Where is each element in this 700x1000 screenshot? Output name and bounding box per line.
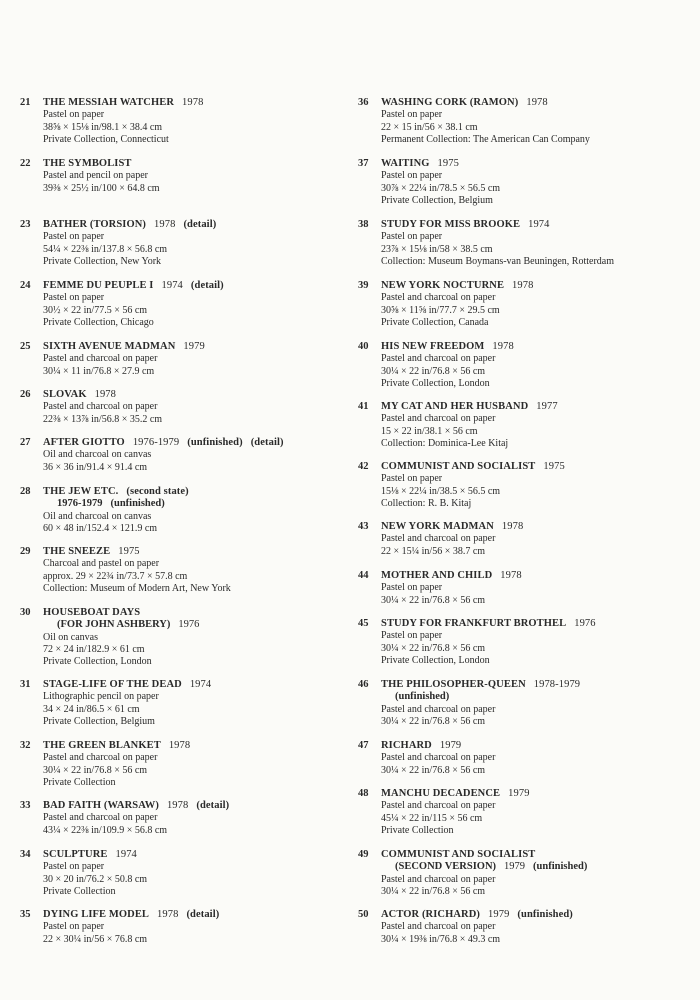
catalogue-entry-26 bbox=[20, 389, 342, 426]
entry-year: 1977 bbox=[536, 401, 558, 412]
entry-title: SLOVAK bbox=[43, 389, 87, 400]
catalogue-entry-34 bbox=[20, 849, 342, 898]
entry-title: NEW YORK MADMAN bbox=[381, 521, 494, 532]
entry-year: 1975 bbox=[437, 158, 459, 169]
entry-dimensions: 43¼ × 22⅜ in/109.9 × 56.8 cm bbox=[43, 824, 168, 836]
entry-dimensions: 22 × 15 in/56 × 38.1 cm bbox=[381, 121, 478, 133]
entry-title: STAGE-LIFE OF THE DEAD bbox=[43, 679, 182, 690]
entry-collection: Private Collection, London bbox=[43, 656, 152, 668]
entry-year: 1978 bbox=[501, 521, 524, 532]
catalogue-entry-33 bbox=[20, 800, 342, 837]
entry-dimensions: 36 × 36 in/91.4 × 91.4 cm bbox=[43, 461, 148, 473]
entry-title: ACTOR (RICHARD) bbox=[381, 909, 481, 920]
entry-collection: Collection: R. B. Kitaj bbox=[381, 497, 472, 509]
entry-year: 1978-1979 bbox=[533, 679, 581, 690]
entry-title: THE PHILOSOPHER-QUEEN bbox=[381, 679, 526, 690]
entry-number: 34 bbox=[20, 849, 31, 860]
entry-year: 1979 bbox=[504, 861, 526, 873]
entry-note: (detail) bbox=[183, 219, 217, 230]
entry-number: 48 bbox=[358, 788, 369, 799]
entry-collection: Private Collection, London bbox=[381, 377, 490, 389]
entry-title: THE GREEN BLANKET bbox=[43, 740, 161, 751]
entry-dimensions: 39⅜ × 25½ in/100 × 64.8 cm bbox=[43, 182, 160, 194]
catalogue-entry-38 bbox=[358, 219, 684, 268]
entry-medium: Charcoal and pastel on paper bbox=[43, 558, 160, 570]
entry-medium: Pastel and charcoal on paper bbox=[381, 353, 496, 365]
entry-year: 1978 bbox=[182, 97, 204, 108]
entry-number: 26 bbox=[20, 389, 31, 400]
entry-dimensions: 30¼ × 11 in/76.8 × 27.9 cm bbox=[43, 365, 155, 377]
entry-collection: Private Collection, Canada bbox=[381, 316, 489, 328]
entry-title: HIS NEW FREEDOM bbox=[381, 341, 485, 352]
entry-medium: Pastel and charcoal on paper bbox=[381, 800, 496, 812]
entry-year: 1978 bbox=[168, 740, 191, 751]
entry-year: 1974 bbox=[161, 280, 183, 291]
entry-year: 1974 bbox=[189, 679, 212, 690]
entry-number: 43 bbox=[358, 521, 369, 532]
entry-medium: Pastel on paper bbox=[381, 582, 443, 594]
entry-dimensions: 34 × 24 in/86.5 × 61 cm bbox=[43, 703, 140, 715]
entry-number: 38 bbox=[358, 219, 369, 230]
entry-number: 21 bbox=[20, 97, 31, 108]
entry-medium: Pastel and charcoal on paper bbox=[381, 921, 496, 933]
entry-medium: Pastel on paper bbox=[43, 292, 105, 304]
catalogue-entry-35 bbox=[20, 909, 342, 946]
entry-number: 23 bbox=[20, 219, 31, 230]
catalogue-entry-45 bbox=[358, 618, 684, 667]
entry-dimensions: 30 × 20 in/76.2 × 50.8 cm bbox=[43, 873, 148, 885]
entry-title: COMMUNIST AND SOCIALIST bbox=[381, 849, 536, 860]
entry-dimensions: 38⅝ × 15⅛ in/98.1 × 38.4 cm bbox=[43, 121, 163, 133]
catalogue-entry-46 bbox=[358, 679, 684, 728]
entry-number: 24 bbox=[20, 280, 31, 291]
entry-note: (second state) bbox=[126, 486, 189, 497]
catalogue-entry-48 bbox=[358, 788, 684, 837]
entry-note: (unfinished) bbox=[110, 498, 165, 510]
entry-title: MOTHER AND CHILD bbox=[381, 570, 493, 581]
entry-dimensions: 30¼ × 22 in/76.8 × 56 cm bbox=[381, 764, 486, 776]
catalogue-entry-30 bbox=[20, 607, 342, 668]
entry-medium: Pastel and pencil on paper bbox=[43, 170, 148, 182]
entry-dimensions: 60 × 48 in/152.4 × 121.9 cm bbox=[43, 522, 158, 534]
entry-medium: Pastel and charcoal on paper bbox=[381, 533, 496, 545]
entry-medium: Pastel on paper bbox=[43, 921, 105, 933]
entry-title-continued: (SECOND VERSION) bbox=[395, 861, 497, 873]
entry-collection: Permanent Collection: The American Can Company bbox=[381, 133, 590, 145]
entry-collection: Private Collection bbox=[43, 776, 116, 788]
entry-medium: Pastel and charcoal on paper bbox=[381, 873, 496, 885]
entry-year: 1978 bbox=[157, 909, 179, 920]
entry-year: 1974 bbox=[115, 849, 137, 860]
entry-year: 1978 bbox=[512, 280, 534, 291]
entry-medium: Pastel and charcoal on paper bbox=[43, 353, 158, 365]
entry-number: 31 bbox=[20, 679, 31, 690]
entry-note: (detail) bbox=[186, 909, 220, 920]
entry-medium: Pastel and charcoal on paper bbox=[43, 812, 158, 824]
catalogue-entry-49 bbox=[358, 849, 684, 898]
entry-medium: Pastel and charcoal on paper bbox=[43, 401, 158, 413]
catalogue-entry-32 bbox=[20, 740, 342, 789]
entry-title-continued: (unfinished) bbox=[395, 691, 450, 703]
entry-dimensions: 22 × 15¼ in/56 × 38.7 cm bbox=[381, 545, 486, 557]
entry-year: 1979 bbox=[488, 909, 510, 920]
entry-medium: Oil and charcoal on canvas bbox=[43, 449, 152, 461]
entry-note: (detail) bbox=[190, 280, 224, 291]
entry-collection: Private Collection, Belgium bbox=[43, 715, 155, 727]
entry-number: 33 bbox=[20, 800, 31, 811]
entry-number: 42 bbox=[358, 461, 369, 472]
entry-title: RICHARD bbox=[381, 740, 432, 751]
entry-title: THE MESSIAH WATCHER bbox=[43, 97, 175, 108]
catalogue-entry-28 bbox=[20, 486, 342, 535]
entry-note-secondary: (detail) bbox=[250, 437, 284, 448]
catalogue-entry-44 bbox=[358, 570, 684, 607]
entry-year: 1976 bbox=[178, 619, 200, 631]
entry-dimensions: 30½ × 22 in/77.5 × 56 cm bbox=[43, 304, 148, 316]
entry-collection: Private Collection bbox=[43, 885, 116, 897]
catalogue-entry-41 bbox=[358, 401, 684, 450]
entry-medium: Pastel and charcoal on paper bbox=[43, 752, 158, 764]
entry-dimensions: 23⅞ × 15⅛ in/58 × 38.5 cm bbox=[381, 243, 493, 255]
entry-note: (unfinished) bbox=[517, 909, 573, 920]
entry-dimensions: 15⅛ × 22¼ in/38.5 × 56.5 cm bbox=[381, 485, 501, 497]
entry-title: BATHER (TORSION) bbox=[43, 219, 147, 230]
catalogue-entry-36 bbox=[358, 97, 684, 146]
catalogue-entry-25 bbox=[20, 341, 342, 378]
entry-medium: Pastel on paper bbox=[381, 231, 443, 243]
entry-dimensions: 30¼ × 22 in/76.8 × 56 cm bbox=[381, 715, 486, 727]
entry-medium: Pastel on paper bbox=[381, 170, 443, 182]
entry-title: THE JEW ETC. bbox=[43, 486, 119, 497]
entry-title: MANCHU DECADENCE bbox=[381, 788, 501, 799]
entry-title: SCULPTURE bbox=[43, 849, 108, 860]
entry-medium: Pastel on paper bbox=[43, 861, 105, 873]
entry-medium: Pastel on paper bbox=[43, 231, 105, 243]
catalogue-entry-22 bbox=[20, 158, 342, 195]
entry-medium: Oil on canvas bbox=[43, 631, 98, 643]
catalogue-entry-42 bbox=[358, 461, 684, 510]
entry-medium: Oil and charcoal on canvas bbox=[43, 510, 152, 522]
entry-dimensions: 30¼ × 22 in/76.8 × 56 cm bbox=[381, 642, 486, 654]
entry-year: 1978 bbox=[154, 219, 176, 230]
entry-dimensions: 45¼ × 22 in/115 × 56 cm bbox=[381, 812, 483, 824]
entry-note: (unfinished) bbox=[533, 861, 588, 873]
entry-number: 49 bbox=[358, 849, 369, 860]
entry-number: 39 bbox=[358, 280, 369, 291]
entry-collection: Private Collection, Chicago bbox=[43, 316, 154, 328]
entry-medium: Pastel and charcoal on paper bbox=[381, 413, 496, 425]
entry-dimensions: 54¼ × 22⅜ in/137.8 × 56.8 cm bbox=[43, 243, 168, 255]
entry-title: STUDY FOR MISS BROOKE bbox=[381, 219, 521, 230]
entry-dimensions: 72 × 24 in/182.9 × 61 cm bbox=[43, 643, 145, 655]
entry-year: 1978 bbox=[500, 570, 522, 581]
entry-medium: Pastel on paper bbox=[381, 109, 443, 121]
catalogue-entry-31 bbox=[20, 679, 342, 728]
entry-number: 46 bbox=[358, 679, 369, 690]
entry-number: 29 bbox=[20, 546, 31, 557]
entry-dimensions: 22 × 30¼ in/56 × 76.8 cm bbox=[43, 933, 148, 945]
entry-collection: Collection: Dominica-Lee Kitaj bbox=[381, 437, 509, 449]
entry-title: COMMUNIST AND SOCIALIST bbox=[381, 461, 536, 472]
entry-year: 1978 bbox=[94, 389, 116, 400]
catalogue-entry-40 bbox=[358, 341, 684, 390]
entry-note: (unfinished) bbox=[187, 437, 243, 448]
catalogue-entry-43 bbox=[358, 521, 684, 558]
entry-number: 27 bbox=[20, 437, 31, 448]
entry-number: 30 bbox=[20, 607, 31, 618]
entry-collection: Private Collection, Belgium bbox=[381, 194, 493, 206]
entry-collection: Private Collection, Connecticut bbox=[43, 133, 169, 145]
entry-dimensions: 30¼ × 22 in/76.8 × 56 cm bbox=[381, 594, 486, 606]
catalogue-entry-47 bbox=[358, 740, 684, 777]
entry-dimensions: 30⅞ × 22¼ in/78.5 × 56.5 cm bbox=[381, 182, 501, 194]
entry-collection: Private Collection bbox=[381, 824, 454, 836]
entry-number: 25 bbox=[20, 341, 31, 352]
entry-dimensions: 30¼ × 22 in/76.8 × 56 cm bbox=[43, 764, 148, 776]
entry-number: 44 bbox=[358, 570, 369, 581]
entry-number: 32 bbox=[20, 740, 31, 751]
entry-title: FEMME DU PEUPLE I bbox=[43, 280, 154, 291]
entry-collection: Private Collection, New York bbox=[43, 255, 162, 267]
entry-number: 28 bbox=[20, 486, 31, 497]
entry-number: 22 bbox=[20, 158, 31, 169]
entry-number: 50 bbox=[358, 909, 369, 920]
entry-number: 36 bbox=[358, 97, 369, 108]
entry-number: 47 bbox=[358, 740, 369, 751]
entry-year: 1978 bbox=[526, 97, 548, 108]
entry-dimensions: 30¼ × 22 in/76.8 × 56 cm bbox=[381, 365, 486, 377]
catalogue-entry-39 bbox=[358, 280, 684, 329]
entry-medium: Pastel on paper bbox=[381, 630, 443, 642]
entry-year: 1974 bbox=[528, 219, 550, 230]
entry-medium: Pastel on paper bbox=[381, 473, 443, 485]
entry-note: (detail) bbox=[196, 800, 230, 811]
entry-dimensions: 30¼ × 19⅜ in/76.8 × 49.3 cm bbox=[381, 933, 501, 945]
entry-dimensions: 22⅜ × 13⅞ in/56.8 × 35.2 cm bbox=[43, 413, 163, 425]
entry-title: NEW YORK NOCTURNE bbox=[381, 280, 505, 291]
entry-year: 1979 bbox=[439, 740, 462, 751]
entry-title-continued: (FOR JOHN ASHBERY) bbox=[57, 619, 171, 631]
entry-title: STUDY FOR FRANKFURT BROTHEL bbox=[381, 618, 567, 629]
entry-year: 1976-1979 bbox=[132, 437, 180, 448]
entry-title: DYING LIFE MODEL bbox=[43, 909, 150, 920]
entry-dimensions: approx. 29 × 22¾ in/73.7 × 57.8 cm bbox=[43, 570, 188, 582]
entry-number: 35 bbox=[20, 909, 31, 920]
catalogue-entry-21 bbox=[20, 97, 342, 146]
entry-title: THE SNEEZE bbox=[43, 546, 111, 557]
entry-medium: Pastel on paper bbox=[43, 109, 105, 121]
catalogue-entry-29 bbox=[20, 546, 342, 595]
entry-title: WAITING bbox=[381, 158, 430, 169]
entry-collection: Collection: Museum of Modern Art, New York bbox=[43, 582, 231, 594]
entry-title-continued: 1976-1979 bbox=[57, 498, 103, 510]
entry-title: WASHING CORK (RAMON) bbox=[381, 97, 519, 108]
entry-number: 40 bbox=[358, 341, 369, 352]
catalogue-entry-37 bbox=[358, 158, 684, 207]
catalogue-entry-24 bbox=[20, 280, 342, 329]
entry-year: 1975 bbox=[118, 546, 140, 557]
entry-title: SIXTH AVENUE MADMAN bbox=[43, 341, 176, 352]
entry-dimensions: 30¼ × 22 in/76.8 × 56 cm bbox=[381, 885, 486, 897]
catalogue-entry-50 bbox=[358, 909, 684, 946]
entry-collection: Private Collection, London bbox=[381, 654, 490, 666]
entry-collection: Collection: Museum Boymans-van Beuningen, Rotterdam bbox=[381, 255, 615, 267]
entry-medium: Pastel and charcoal on paper bbox=[381, 292, 496, 304]
entry-year: 1979 bbox=[508, 788, 530, 799]
entry-medium: Pastel and charcoal on paper bbox=[381, 752, 496, 764]
entry-title: AFTER GIOTTO bbox=[43, 437, 125, 448]
entry-medium: Lithographic pencil on paper bbox=[43, 691, 159, 703]
entry-number: 41 bbox=[358, 401, 369, 412]
entry-year: 1979 bbox=[183, 341, 205, 352]
entry-dimensions: 30⅝ × 11⅝ in/77.7 × 29.5 cm bbox=[381, 304, 500, 316]
entry-title: BAD FAITH (WARSAW) bbox=[43, 800, 159, 811]
entry-dimensions: 15 × 22 in/38.1 × 56 cm bbox=[381, 425, 478, 437]
entry-number: 37 bbox=[358, 158, 369, 169]
catalogue-entry-23 bbox=[20, 219, 342, 268]
entry-number: 45 bbox=[358, 618, 369, 629]
entry-year: 1978 bbox=[492, 341, 514, 352]
entry-title: MY CAT AND HER HUSBAND bbox=[381, 401, 529, 412]
catalogue-entry-27 bbox=[20, 437, 342, 474]
entry-year: 1976 bbox=[574, 618, 596, 629]
entry-medium: Pastel and charcoal on paper bbox=[381, 703, 496, 715]
entry-year: 1978 bbox=[166, 800, 189, 811]
entry-title: THE SYMBOLIST bbox=[43, 158, 132, 169]
entry-title: HOUSEBOAT DAYS bbox=[43, 607, 141, 618]
entry-year: 1975 bbox=[543, 461, 565, 472]
